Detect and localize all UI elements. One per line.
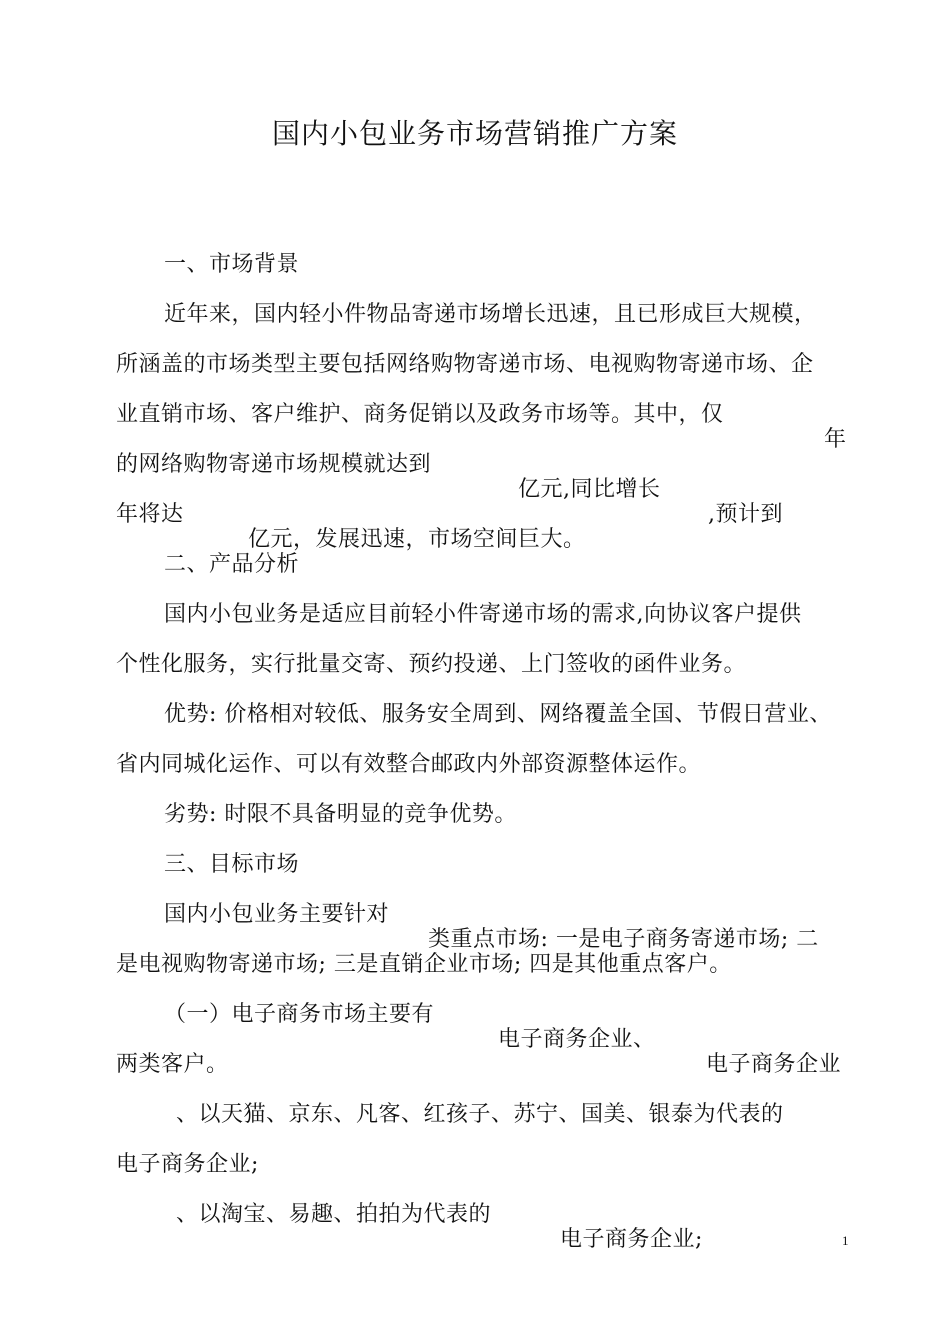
paragraph-line: 、以天猫、京东、凡客、红孩子、苏宁、国美、银泰为代表的 (176, 1102, 784, 1127)
paragraph-line: 是电视购物寄递市场; 三是直销企业市场; 四是其他重点客户。 (116, 952, 732, 977)
paragraph-line: 、以淘宝、易趣、拍拍为代表的 电子商务企业; (176, 1202, 703, 1252)
paragraph-line: （一）电子商务市场主要有 电子商务企业、 电子商务企业 (164, 1002, 842, 1077)
section-heading-3: 三、目标市场 (164, 852, 300, 877)
paragraph-line: 国内小包业务主要针对 类重点市场: 一是电子商务寄递市场; 二 (164, 902, 819, 952)
paragraph-line: 劣势: 时限不具备明显的竞争优势。 (164, 802, 517, 827)
paragraph-line: 业直销市场、客户维护、商务促销以及政务市场等。其中，仅 年 (116, 402, 847, 452)
paragraph-line: 个性化服务，实行批量交寄、预约投递、上门签收的函件业务。 (116, 652, 747, 677)
section-heading-1: 一、市场背景 (164, 252, 300, 277)
paragraph-line: 电子商务企业; (116, 1152, 259, 1177)
paragraph-line: 省内同城化运作、可以有效整合邮政内外部资源整体运作。 (116, 752, 702, 777)
paragraph-line: 年将达 亿元，发展迅速，市场空间巨大。 (116, 502, 586, 552)
section-heading-2: 二、产品分析 (164, 552, 300, 577)
paragraph-line: 国内小包业务是适应目前轻小件寄递市场的需求,向协议客户提供 (164, 602, 802, 627)
paragraph-line: 近年来，国内轻小件物品寄递市场增长迅速，且已形成巨大规模， (164, 302, 817, 327)
paragraph-line: 优势: 价格相对较低、服务安全周到、网络覆盖全国、节假日营业、 (164, 702, 832, 727)
paragraph-line: 所涵盖的市场类型主要包括网络购物寄递市场、电视购物寄递市场、企 (116, 352, 814, 377)
document-title: 国内小包业务市场营销推广方案 (271, 117, 678, 150)
paragraph-line: 的网络购物寄递市场规模就达到 亿元,同比增长 ,预计到 (116, 452, 783, 527)
page-number: 1 (842, 1233, 849, 1248)
paragraph-line: 两类客户。 (116, 1052, 229, 1077)
